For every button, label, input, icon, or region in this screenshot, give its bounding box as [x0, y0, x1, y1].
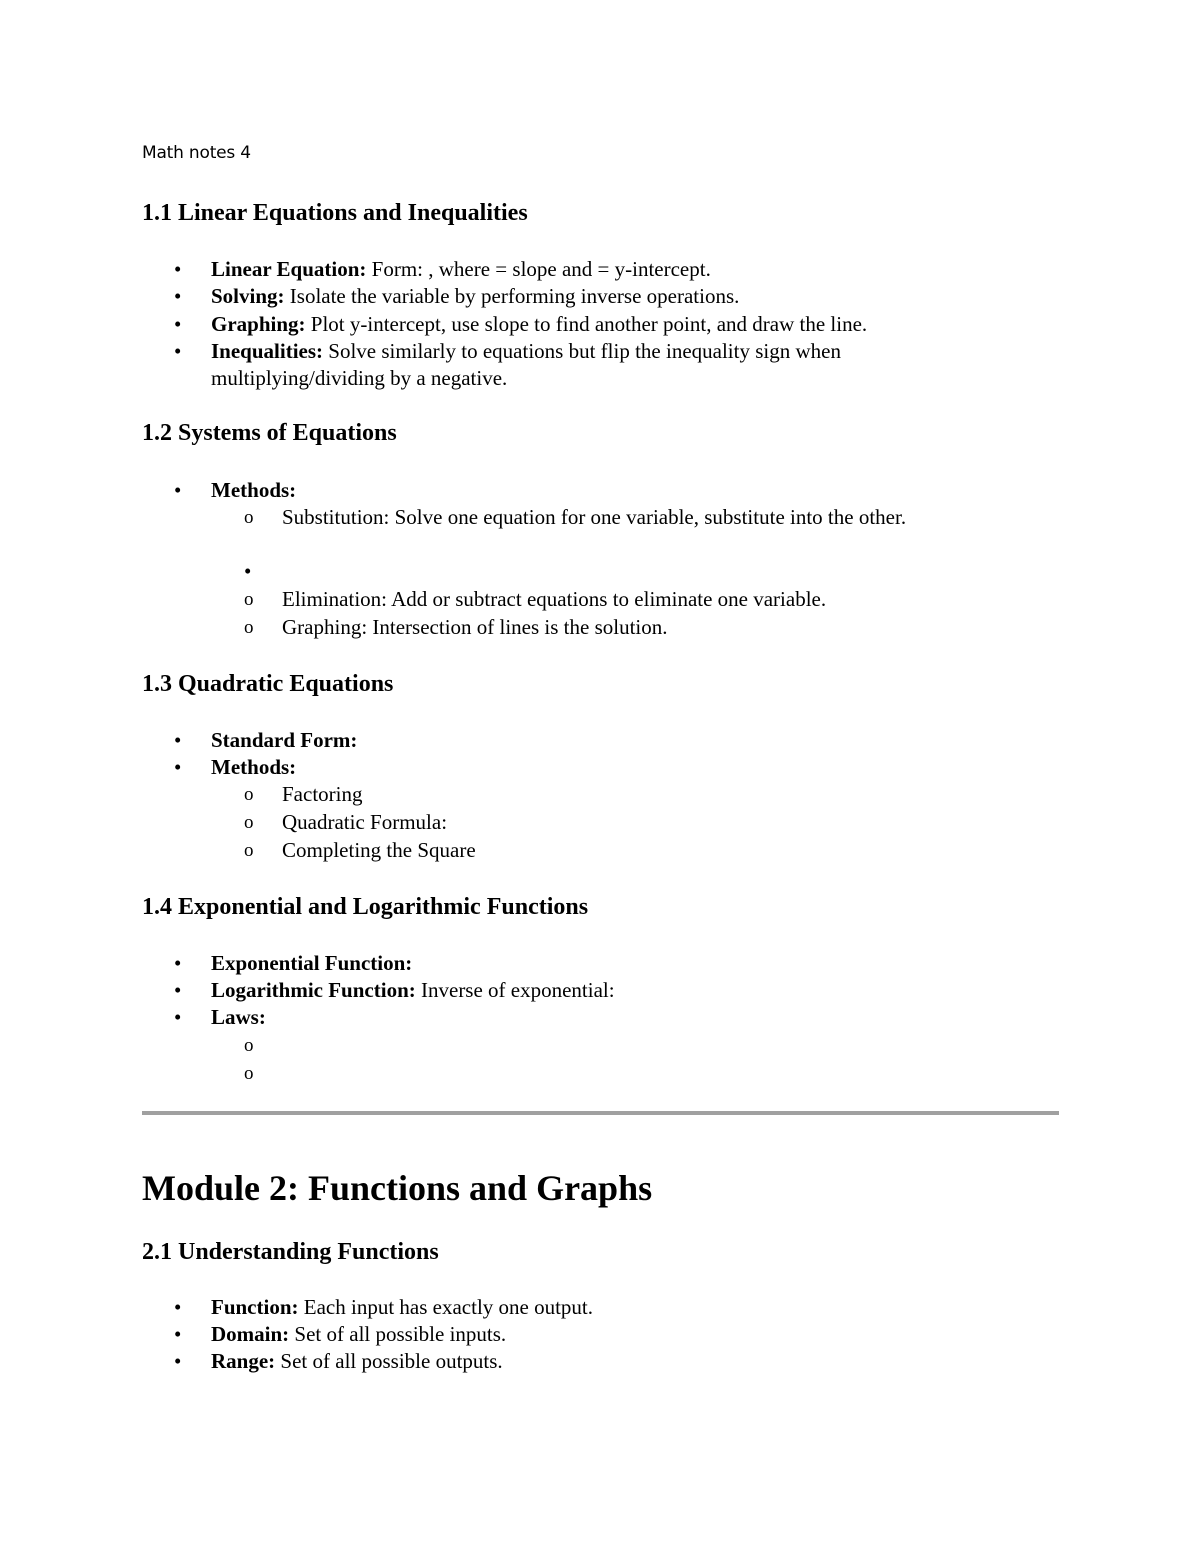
bullet-icon: • — [174, 1005, 182, 1029]
bullet-icon: • — [174, 978, 182, 1002]
term-label: Exponential Function: — [211, 951, 413, 975]
bullet-icon: • — [174, 339, 182, 363]
horizontal-rule — [142, 1111, 1059, 1115]
term-label: Laws: — [211, 1005, 266, 1029]
item-text: Set of all possible inputs. — [289, 1322, 507, 1346]
bullet-icon: • — [174, 284, 182, 308]
term-label: Methods: — [211, 755, 297, 779]
sub-bullet-icon: o — [244, 507, 254, 528]
term-label: Range: — [211, 1349, 276, 1373]
module-heading: Module 2: Functions and Graphs — [142, 1168, 653, 1208]
term-label: Solving: — [211, 284, 285, 308]
term-label: Standard Form: — [211, 728, 358, 752]
item-text: Solve similarly to equations but flip the inequality sign when — [323, 339, 841, 363]
term-label: Domain: — [211, 1322, 290, 1346]
bullet-icon: • — [174, 1349, 182, 1373]
document-title: Math notes 4 — [142, 143, 251, 163]
item-text: Form: , where = slope and = y-intercept. — [366, 257, 711, 281]
item-text: Quadratic Formula: — [282, 810, 448, 834]
bullet-icon: • — [244, 559, 252, 583]
term-label: Linear Equation: — [211, 257, 367, 281]
section-heading-1-1: 1.1 Linear Equations and Inequalities — [142, 200, 528, 226]
term-label: Graphing: — [211, 312, 306, 336]
section-heading-1-4: 1.4 Exponential and Logarithmic Functions — [142, 894, 589, 920]
sub-bullet-icon: o — [244, 812, 254, 833]
bullet-icon: • — [174, 1295, 182, 1319]
term-label: Logarithmic Function: — [211, 978, 416, 1002]
item-text: Plot y-intercept, use slope to find another point, and draw the line. — [305, 312, 868, 336]
bullet-icon: • — [174, 755, 182, 779]
sub-bullet-icon: o — [244, 1035, 254, 1056]
item-text: Factoring — [282, 782, 363, 806]
item-text: Elimination: Add or subtract equations to eliminate one variable. — [282, 587, 827, 611]
item-text: Completing the Square — [282, 838, 476, 862]
sub-bullet-icon: o — [244, 589, 254, 610]
bullet-icon: • — [174, 1322, 182, 1346]
item-text: Set of all possible outputs. — [275, 1349, 503, 1373]
bullet-icon: • — [174, 728, 182, 752]
sub-bullet-icon: o — [244, 1063, 254, 1084]
item-text: Isolate the variable by performing inverse operations. — [284, 284, 740, 308]
sub-bullet-icon: o — [244, 840, 254, 861]
sub-bullet-icon: o — [244, 784, 254, 805]
item-text: Each input has exactly one output. — [298, 1295, 594, 1319]
term-label: Methods: — [211, 478, 297, 502]
section-heading-1-2: 1.2 Systems of Equations — [142, 420, 397, 446]
term-label: Inequalities: — [211, 339, 324, 363]
term-label: Function: — [211, 1295, 299, 1319]
bullet-icon: • — [174, 257, 182, 281]
item-text: Inverse of exponential: — [415, 978, 615, 1002]
bullet-icon: • — [174, 478, 182, 502]
item-text: Graphing: Intersection of lines is the solution. — [282, 615, 668, 639]
item-text: multiplying/dividing by a negative. — [211, 366, 508, 390]
section-heading-2-1: 2.1 Understanding Functions — [142, 1239, 439, 1265]
bullet-icon: • — [174, 312, 182, 336]
section-heading-1-3: 1.3 Quadratic Equations — [142, 671, 394, 697]
item-text: Substitution: Solve one equation for one variable, substitute into the other. — [282, 505, 907, 529]
bullet-icon: • — [174, 951, 182, 975]
sub-bullet-icon: o — [244, 617, 254, 638]
